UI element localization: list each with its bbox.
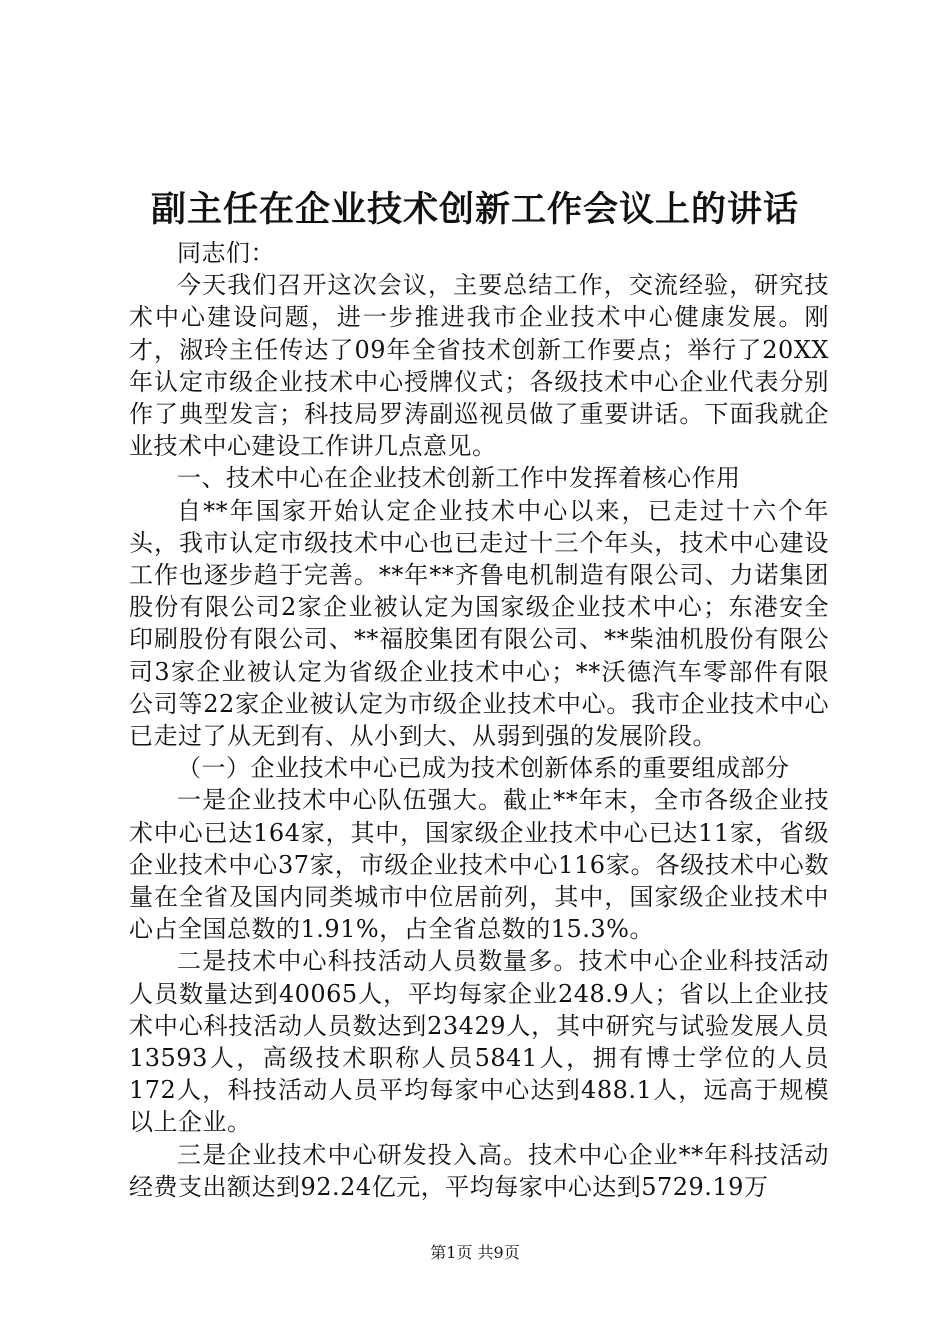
body-paragraph: 自**年国家开始认定企业技术中心以来，已走过十六个年头，我市认定市级技术中心也已走过十三个年头，技术中心建设工作也逐步趋于完善。**年**齐鲁电机制造有限公司、力诺集团股份有限公司2家企业被认定为国家级企业技术中心；东港安全印刷股份有限公司、**福胶集团有限公司、**柴油机股份有限公司3家企业被认定为省级企业技术中心；**沃德汽车零部件有限公司等22家企业被认定为市级企业技术中心。我市企业技术中心已走过了从无到有、从小到大、从弱到强的发展阶段。 — [129, 496, 829, 751]
section-heading: 一、技术中心在企业技术创新工作中发挥着核心作用 — [177, 464, 741, 493]
body-paragraph: 二是技术中心科技活动人员数量多。技术中心企业科技活动人员数量达到40065人，平均每家企业248.9人；省以上企业技术中心科技活动人员数达到23429人，其中研究与试验发展人员13593人，高级技术职称人员5841人，拥有博士学位的人员172人，科技活动人员平均每家中心达到488.1人，远高于规模以上企业。 — [129, 947, 829, 1137]
body-paragraph: 今天我们召开这次会议，主要总结工作，交流经验，研究技术中心建设问题，进一步推进我市企业技术中心健康发展。刚才，淑玲主任传达了09年全省技术创新工作要点；举行了20XX年认定市级企业技术中心授牌仪式；各级技术中心企业代表分别作了典型发言；科技局罗涛副巡视员做了重要讲话。下面我就企业技术中心建设工作讲几点意见。 — [129, 271, 829, 461]
document-body — [129, 237, 829, 1203]
subsection-heading: （一）企业技术中心已成为技术创新体系的重要组成部分 — [177, 754, 790, 783]
body-paragraph: 一是企业技术中心队伍强大。截止**年末，全市各级企业技术中心已达164家，其中，国家级企业技术中心已达11家，省级企业技术中心37家，市级企业技术中心116家。各级技术中心数量在全省及国内同类城市中位居前列，其中，国家级企业技术中心占全国总数的1.91%，占全省总数的15.3%。 — [129, 786, 829, 944]
body-paragraph: 三是企业技术中心研发投入高。技术中心企业**年科技活动经费支出额达到92.24亿元，平均每家中心达到5729.19万 — [129, 1140, 829, 1201]
document-title: 副主任在企业技术创新工作会议上的讲话 — [150, 189, 799, 230]
salutation-paragraph: 同志们： — [177, 239, 275, 267]
page-number-footer: 第1页 共9页 — [430, 1243, 520, 1262]
